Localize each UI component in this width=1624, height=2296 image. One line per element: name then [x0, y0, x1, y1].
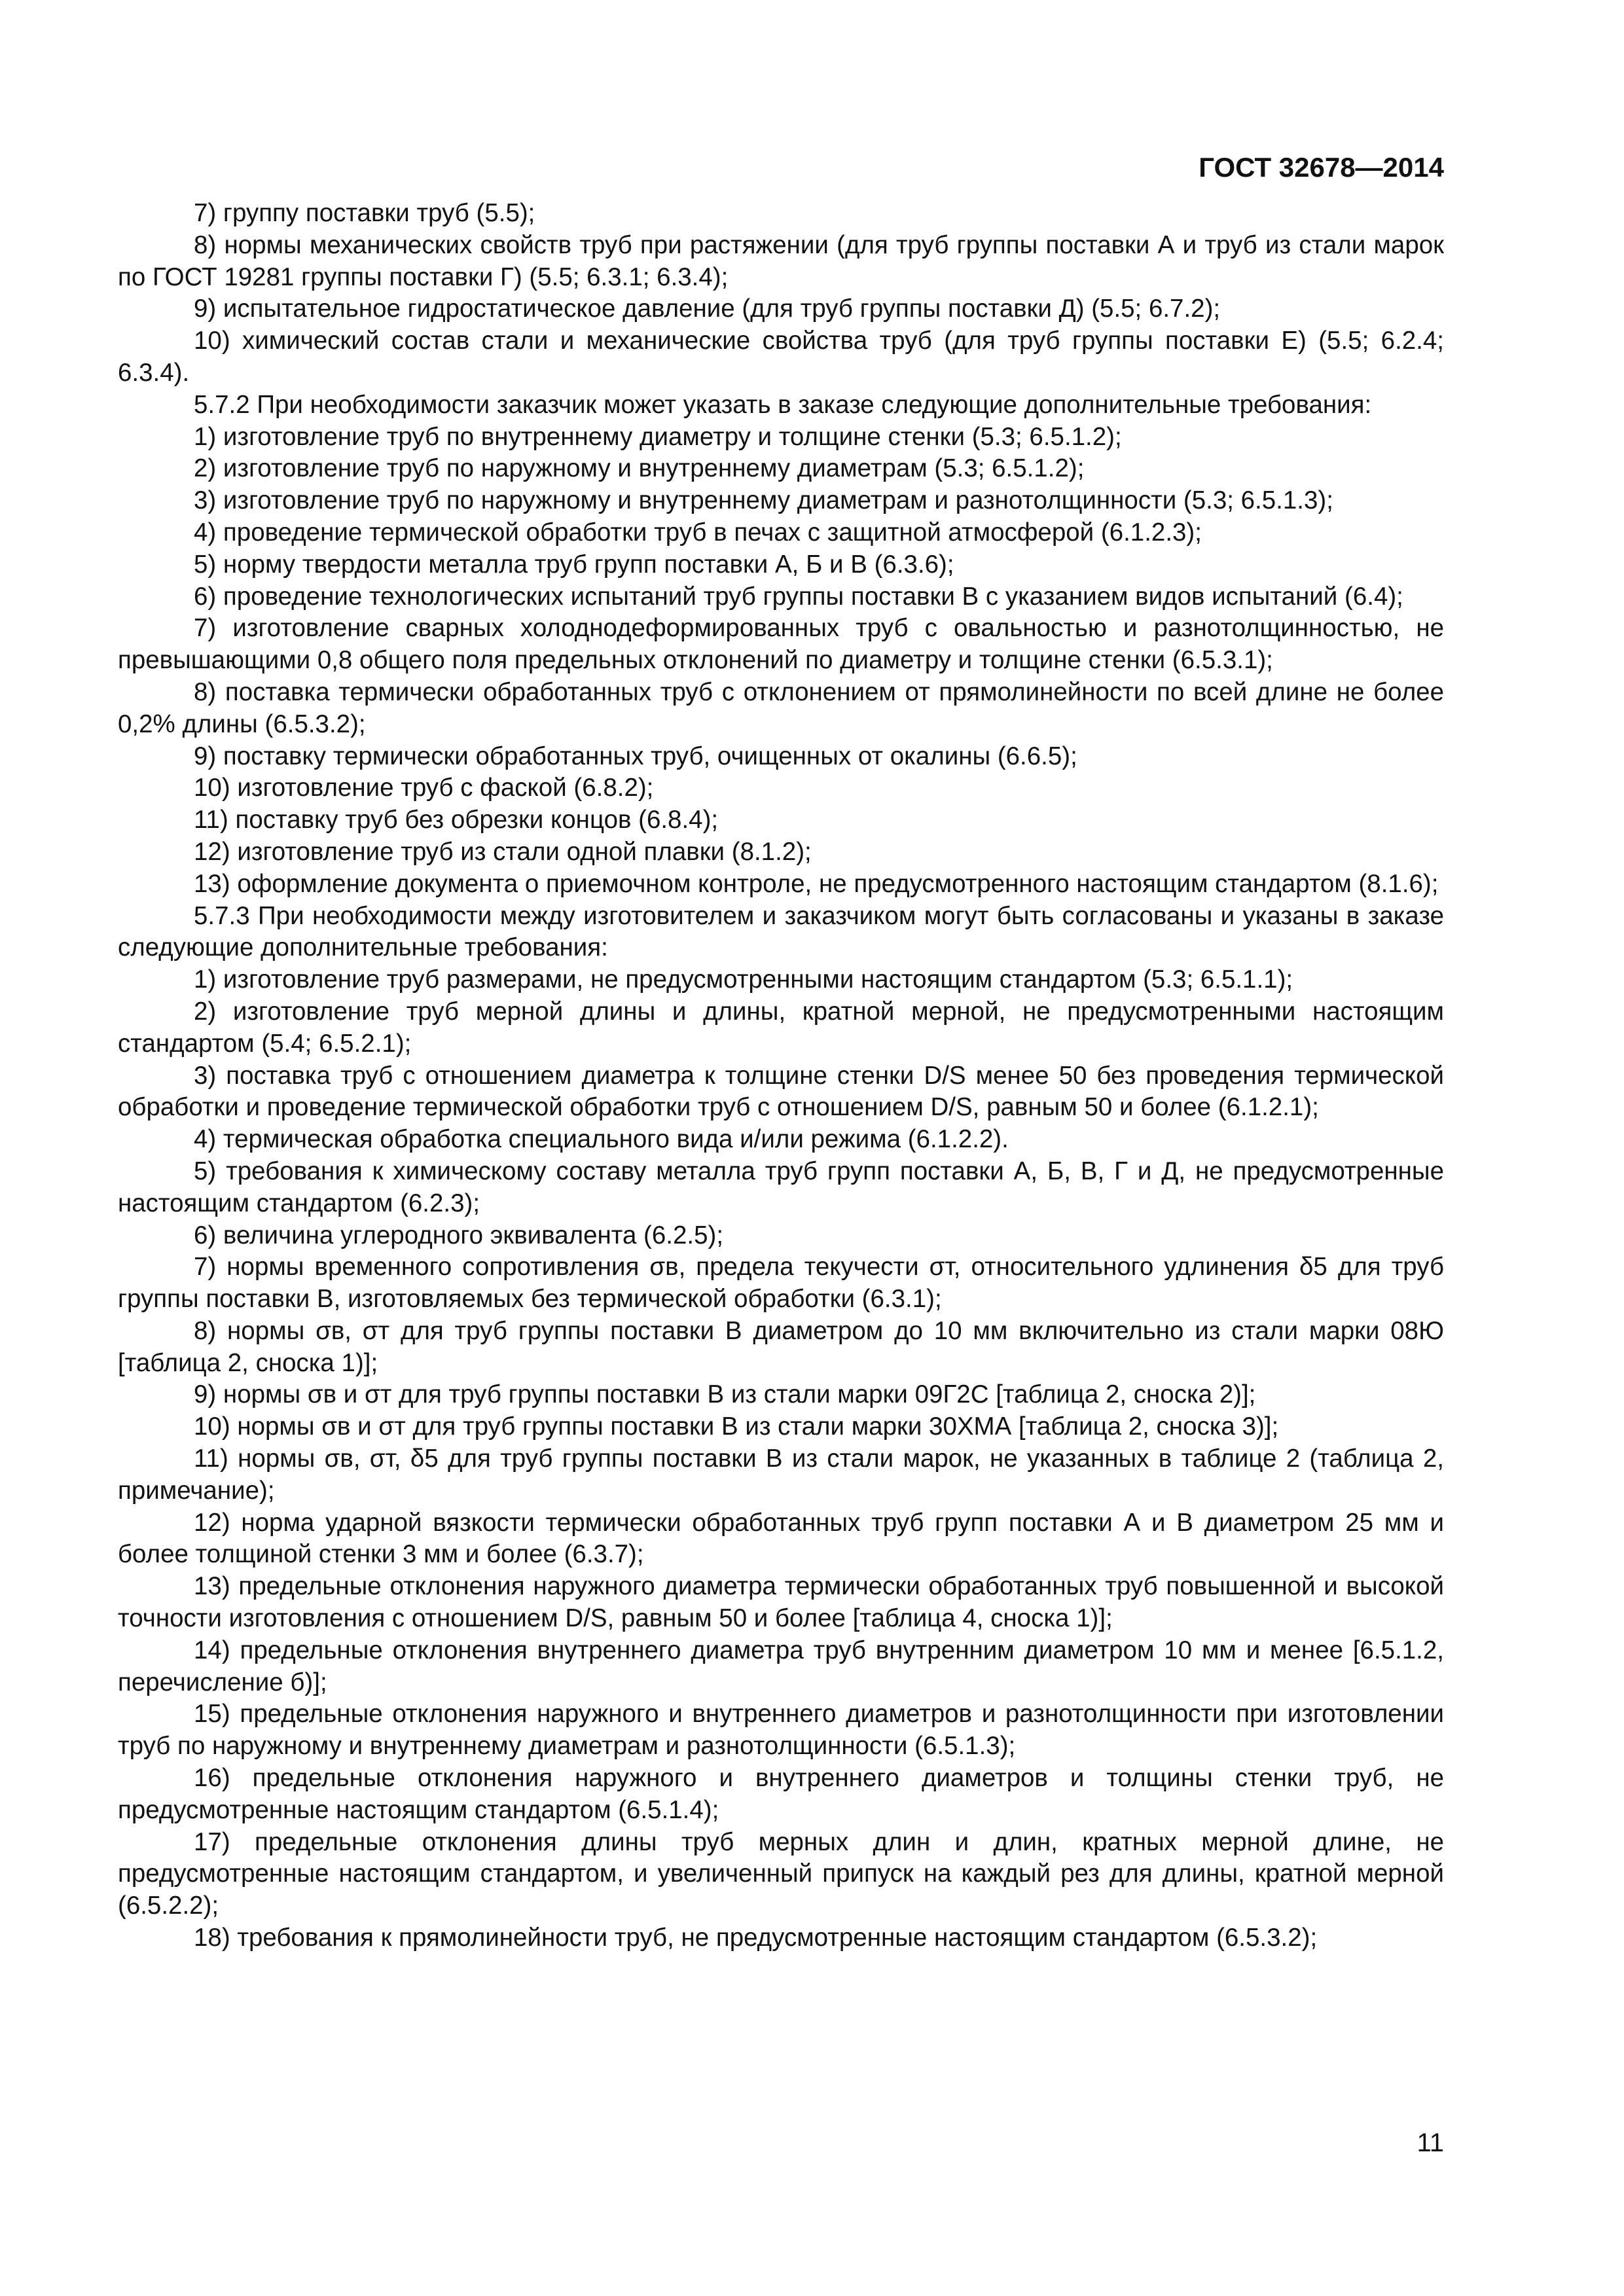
clause-5-7-3: 5.7.3 При необходимости между изготовителем и заказчиком могут быть согласованы и указаны в заказе следующие дополнительные требования:	[118, 901, 1444, 962]
list-item: 15) предельные отклонения наружного и внутреннего диаметров и разнотолщинности при изготовлении труб по наружному и внутреннему диаметрам и разнотолщинности (6.5.1.3);	[118, 1700, 1444, 1761]
standard-code-header: ГОСТ 32678—2014	[1199, 152, 1444, 183]
list-item: 10) химический состав стали и механические свойства труб (для труб группы поставки Е) (5.5; 6.2.4; 6.3.4).	[118, 327, 1444, 387]
list-item: 2) изготовление труб мерной длины и длины, кратной мерной, не предусмотренными настоящим стандартом (5.4; 6.5.2.1);	[118, 997, 1444, 1058]
list-item: 9) поставку термически обработанных труб, очищенных от окалины (6.6.5);	[194, 742, 1077, 770]
list-item: 9) нормы σв и σт для труб группы поставки В из стали марки 09Г2С [таблица 2, сноска 2)];	[194, 1380, 1256, 1409]
list-item: 11) поставку труб без обрезки концов (6.8.4);	[194, 806, 719, 834]
list-item: 10) изготовление труб с фаской (6.8.2);	[194, 774, 654, 802]
clause-5-7-2: 5.7.2 При необходимости заказчик может указать в заказе следующие дополнительные требования:	[194, 390, 1372, 419]
list-item: 18) требования к прямолинейности труб, не предусмотренные настоящим стандартом (6.5.3.2);	[194, 1924, 1318, 1952]
list-item: 11) нормы σв, σт, δ5 для труб группы поставки В из стали марок, не указанных в таблице 2 (таблица 2, примечание);	[118, 1444, 1444, 1505]
list-item: 6) величина углеродного эквивалента (6.2.5);	[194, 1221, 724, 1249]
list-item: 16) предельные отклонения наружного и внутреннего диаметров и толщины стенки труб, не предусмотренные настоящим стандартом (6.5.1.4);	[118, 1764, 1444, 1824]
body-text	[118, 198, 1444, 1954]
list-item: 4) термическая обработка специального вида и/или режима (6.1.2.2).	[194, 1125, 1009, 1154]
list-item: 5) требования к химическому составу металла труб групп поставки А, Б, В, Г и Д, не предусмотренные настоящим стандартом (6.2.3);	[118, 1157, 1444, 1217]
list-item: 14) предельные отклонения внутреннего диаметра труб внутренним диаметром 10 мм и менее [6.5.1.2, перечисление б)];	[118, 1636, 1444, 1696]
list-item: 1) изготовление труб размерами, не предусмотренными настоящим стандартом (5.3; 6.5.1.1);	[194, 965, 1293, 994]
list-item: 3) изготовление труб по наружному и внутреннему диаметрам и разнотолщинности (5.3; 6.5.1.3);	[194, 486, 1333, 515]
list-item: 3) поставка труб с отношением диаметра к толщине стенки D/S менее 50 без проведения термической обработки и проведение термической обработки труб с отношением D/S, равным 50 и более (6.1.2.1);	[118, 1061, 1444, 1122]
list-item: 7) изготовление сварных холоднодеформированных труб с овальностью и разнотолщинностью, не превышающими 0,8 общего поля предельных отклонений по диаметру и толщине стенки (6.5.3.1);	[118, 614, 1444, 675]
list-item: 2) изготовление труб по наружному и внутреннему диаметрам (5.3; 6.5.1.2);	[194, 454, 1085, 483]
list-item: 7) нормы временного сопротивления σв, предела текучести σт, относительного удлинения δ5 для труб группы поставки В, изготовляемых без термической обработки (6.3.1);	[118, 1253, 1444, 1314]
list-item: 8) нормы механических свойств труб при растяжении (для труб группы поставки А и труб из стали марок по ГОСТ 19281 группы поставки Г) (5.5; 6.3.1; 6.3.4);	[118, 230, 1444, 291]
list-item: 13) оформление документа о приемочном контроле, не предусмотренного настоящим стандартом (8.1.6);	[194, 869, 1439, 898]
list-item: 12) норма ударной вязкости термически обработанных труб групп поставки А и В диаметром 25 мм и более толщиной стенки 3 мм и более (6.3.7);	[118, 1508, 1444, 1569]
list-item: 1) изготовление труб по внутреннему диаметру и толщине стенки (5.3; 6.5.1.2);	[194, 422, 1122, 451]
list-item: 8) нормы σв, σт для труб группы поставки В диаметром до 10 мм включительно из стали марки 08Ю [таблица 2, сноска 1)];	[118, 1316, 1444, 1377]
list-item: 6) проведение технологических испытаний труб группы поставки В с указанием видов испытаний (6.4);	[194, 582, 1403, 611]
list-item: 12) изготовление труб из стали одной плавки (8.1.2);	[194, 837, 812, 866]
list-item: 8) поставка термически обработанных труб с отклонением от прямолинейности по всей длине не более 0,2% длины (6.5.3.2);	[118, 677, 1444, 738]
list-item: 10) нормы σв и σт для труб группы поставки В из стали марки 30ХМА [таблица 2, сноска 3)];	[194, 1412, 1279, 1441]
document-page	[118, 151, 1444, 2193]
list-item: 4) проведение термической обработки труб в печах с защитной атмосферой (6.1.2.3);	[194, 518, 1202, 547]
page-number: 11	[1416, 2128, 1444, 2157]
list-item: 9) испытательное гидростатическое давление (для труб группы поставки Д) (5.5; 6.7.2);	[194, 295, 1221, 323]
list-item: 13) предельные отклонения наружного диаметра термически обработанных труб повышенной и высокой точности изготовления с отношением D/S, равным 50 и более [таблица 4, сноска 1)];	[118, 1572, 1444, 1633]
list-item: 5) норму твердости металла труб групп поставки А, Б и В (6.3.6);	[194, 550, 954, 579]
list-item: 7) группу поставки труб (5.5);	[194, 199, 535, 227]
list-item: 17) предельные отклонения длины труб мерных длин и длин, кратных мерной длине, не предусмотренные настоящим стандартом, и увеличенный припуск на каждый рез для длины, кратной мерной (6.5.2.2);	[118, 1827, 1444, 1920]
